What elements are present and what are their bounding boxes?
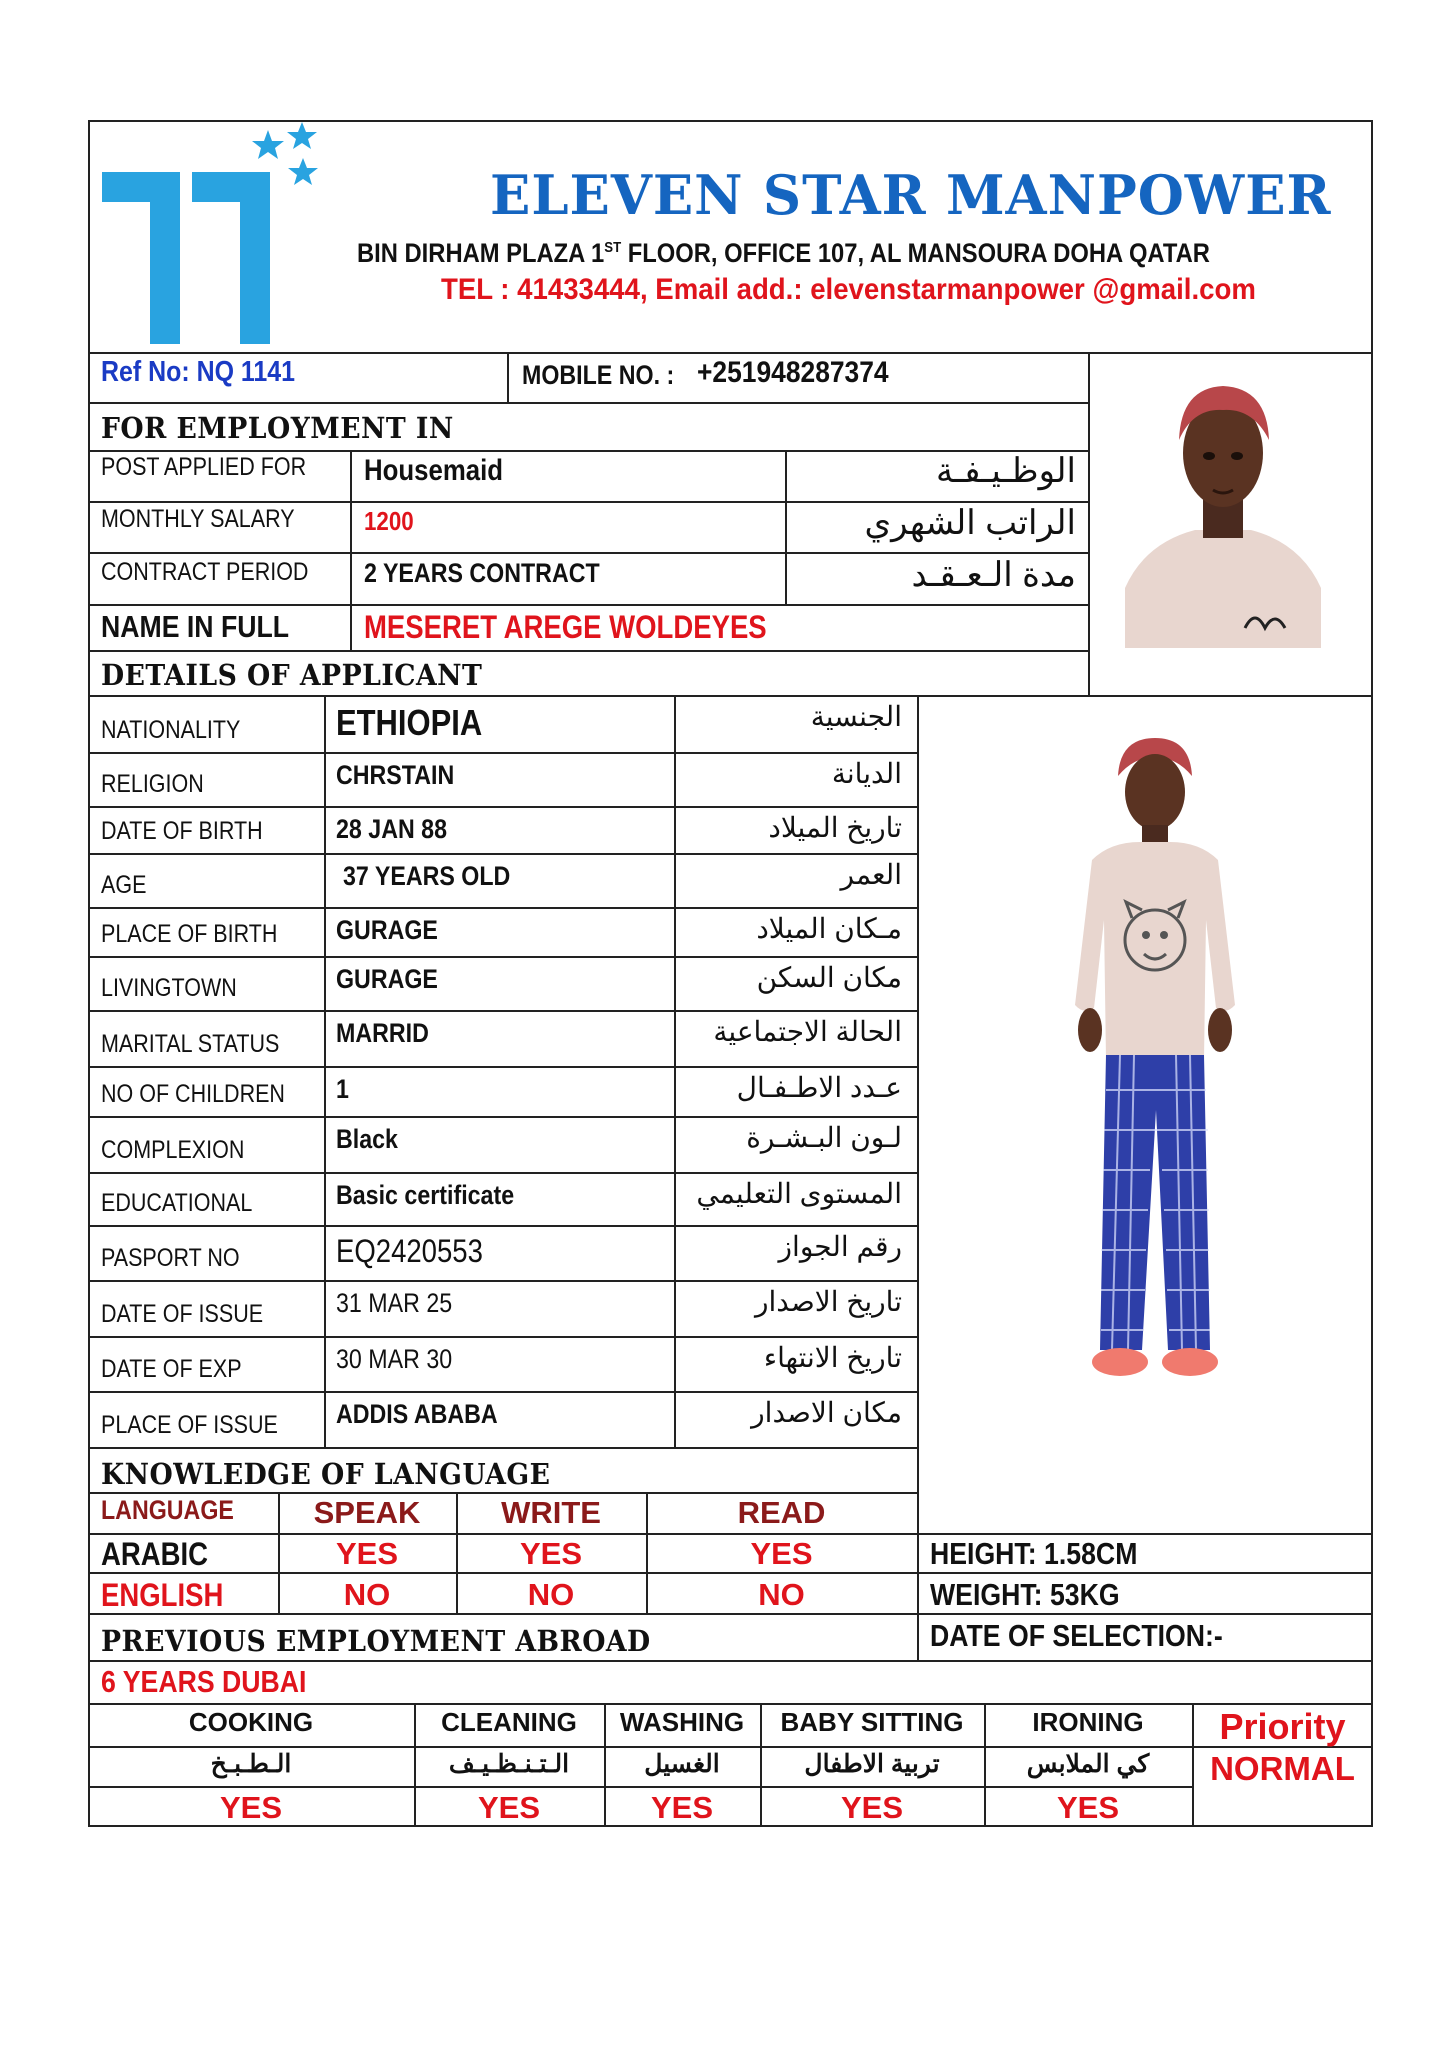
divider (785, 450, 787, 604)
skill-value: YES (1056, 1790, 1120, 1825)
detail-arabic: مكان السكن (756, 962, 902, 993)
priority-label: Priority (1219, 1706, 1346, 1747)
salary-arabic: الراتب الشهري (864, 504, 1076, 542)
divider (674, 695, 676, 1447)
detail-arabic: تاريخ الانتهاء (763, 1342, 902, 1373)
previous-value: 6 YEARS DUBAI (101, 1664, 307, 1699)
section-language: KNOWLEDGE OF LANGUAGE (101, 1457, 551, 1491)
salary-value: 1200 (364, 506, 414, 536)
detail-arabic: مـكان الميلاد (756, 913, 902, 944)
lang-english-read: NO (758, 1577, 805, 1612)
company-name: ELEVEN STAR MANPOWER (490, 163, 1332, 227)
date-of-selection: DATE OF SELECTION:- (930, 1618, 1223, 1653)
divider (88, 853, 917, 855)
skill-label: BABY SITTING (780, 1707, 964, 1737)
address-text-2: FLOOR, OFFICE 107, AL MANSOURA DOHA QATAR (621, 238, 1210, 268)
detail-arabic: رقم الجواز (778, 1231, 902, 1262)
divider (88, 1572, 1373, 1574)
priority-value: NORMAL (1210, 1750, 1355, 1787)
lang-header-read: READ (737, 1495, 826, 1530)
name-label: NAME IN FULL (101, 609, 290, 644)
skill-value: YES (840, 1790, 904, 1825)
divider (507, 352, 509, 402)
skill-label: WASHING (619, 1707, 745, 1737)
divider (88, 1172, 917, 1174)
skill-arabic: الغسيل (644, 1750, 720, 1778)
lang-arabic-write: YES (519, 1536, 583, 1571)
lang-header-language: LANGUAGE (101, 1495, 234, 1525)
weight-value: WEIGHT: 53KG (930, 1577, 1120, 1612)
lang-arabic-speak: YES (335, 1536, 399, 1571)
divider (1088, 352, 1090, 695)
salary-label: MONTHLY SALARY (101, 505, 295, 533)
divider (88, 352, 1373, 354)
detail-arabic: الحالة الاجتماعية (713, 1016, 902, 1047)
detail-label: PLACE OF ISSUE (101, 1411, 278, 1439)
detail-arabic: لـون البـشـرة (746, 1122, 902, 1153)
mobile-value: +251948287374 (697, 356, 889, 389)
contract-label: CONTRACT PERIOD (101, 558, 309, 586)
section-employment: FOR EMPLOYMENT IN (101, 411, 454, 445)
divider (88, 1225, 917, 1227)
lang-header-speak: SPEAK (313, 1495, 421, 1530)
detail-value: 30 MAR 30 (336, 1344, 453, 1374)
skill-value: YES (219, 1790, 283, 1825)
detail-label: LIVINGTOWN (101, 974, 237, 1002)
detail-arabic: عـدد الاطـفـال (736, 1072, 902, 1103)
detail-value: Black (336, 1124, 398, 1154)
ref-number: Ref No: NQ 1141 (101, 356, 296, 388)
company-logo (100, 122, 330, 352)
detail-label: RELIGION (101, 770, 204, 798)
lang-arabic-read: YES (750, 1536, 813, 1571)
divider (88, 1613, 1373, 1615)
skill-label: COOKING (188, 1707, 314, 1737)
detail-arabic: تاريخ الاصدار (754, 1286, 902, 1317)
skill-label: CLEANING (441, 1707, 577, 1737)
name-value: MESERET AREGE WOLDEYES (364, 609, 767, 645)
divider (88, 695, 1373, 697)
applicant-portrait-photo (1125, 358, 1321, 648)
divider (88, 1786, 1192, 1788)
detail-value: 31 MAR 25 (336, 1288, 453, 1318)
divider (88, 1703, 1373, 1705)
skill-arabic: الـطـبـخ (210, 1750, 292, 1778)
address-sup: ST (604, 239, 622, 256)
applicant-fullbody-photo (1050, 730, 1260, 1390)
detail-label: DATE OF EXP (101, 1355, 242, 1383)
skill-arabic: كي الملابس (1026, 1750, 1150, 1778)
contract-value: 2 YEARS CONTRACT (364, 558, 600, 588)
detail-arabic: الديانة (831, 758, 902, 789)
detail-label: NO OF CHILDREN (101, 1080, 285, 1108)
divider (350, 450, 352, 650)
divider (88, 1447, 917, 1449)
detail-arabic: تاريخ الميلاد (768, 812, 902, 843)
height-value: HEIGHT: 1.58CM (930, 1536, 1138, 1571)
divider (88, 1066, 917, 1068)
divider (88, 1492, 917, 1494)
section-details: DETAILS OF APPLICANT (101, 658, 483, 692)
detail-arabic: المستوى التعليمي (696, 1178, 902, 1209)
detail-value: MARRID (336, 1018, 429, 1048)
lang-english-write: NO (527, 1577, 575, 1612)
lang-english: ENGLISH (101, 1577, 224, 1613)
detail-value: GURAGE (336, 964, 438, 994)
detail-value: 28 JAN 88 (336, 814, 448, 844)
address-text: BIN DIRHAM PLAZA 1 (357, 238, 605, 268)
mobile-label: MOBILE NO. : (522, 360, 675, 390)
skill-value: YES (477, 1790, 541, 1825)
divider (88, 402, 1088, 404)
lang-arabic: ARABIC (101, 1536, 209, 1572)
detail-label: MARITAL STATUS (101, 1030, 280, 1058)
detail-label: AGE (101, 871, 147, 899)
detail-label: DATE OF BIRTH (101, 817, 263, 845)
detail-label: NATIONALITY (101, 716, 241, 744)
divider (88, 501, 1088, 503)
divider (88, 806, 917, 808)
detail-arabic: الجنسية (810, 701, 902, 732)
skill-label: IRONING (1032, 1707, 1144, 1737)
divider (88, 650, 1088, 652)
divider (88, 1746, 1373, 1748)
detail-value: 37 YEARS OLD (343, 861, 511, 891)
detail-label: PLACE OF BIRTH (101, 920, 278, 948)
divider (88, 752, 917, 754)
detail-value: CHRSTAIN (336, 760, 455, 790)
skill-arabic: الـتـنـظـيـف (448, 1750, 570, 1778)
detail-value: 1 (336, 1074, 349, 1104)
detail-value: EQ2420553 (336, 1233, 483, 1269)
divider (88, 1280, 917, 1282)
company-address (357, 240, 1210, 267)
detail-value: ETHIOPIA (336, 702, 483, 743)
skill-arabic: تربية الاطفال (804, 1750, 940, 1778)
contract-arabic: مدة الـعـقـد (911, 556, 1076, 594)
divider (88, 1336, 917, 1338)
detail-label: PASPORT NO (101, 1244, 240, 1272)
detail-label: COMPLEXION (101, 1136, 245, 1164)
detail-arabic: العمر (840, 859, 902, 890)
divider (88, 1533, 1373, 1535)
detail-value: ADDIS ABABA (336, 1399, 498, 1429)
detail-arabic: مكان الاصدار (751, 1397, 902, 1428)
divider (88, 1660, 1373, 1662)
post-label: POST APPLIED FOR (101, 453, 307, 481)
divider (88, 1010, 917, 1012)
section-previous: PREVIOUS EMPLOYMENT ABROAD (101, 1624, 651, 1658)
lang-header-write: WRITE (501, 1495, 601, 1530)
divider (917, 695, 919, 1660)
divider (88, 552, 1088, 554)
detail-value: Basic certificate (336, 1180, 515, 1210)
detail-value: GURAGE (336, 915, 438, 945)
post-arabic: الوظـيـفـة (935, 452, 1076, 490)
skill-value: YES (650, 1790, 714, 1825)
company-contact: TEL : 41433444, Email add.: elevenstarmanpower @gmail.com (441, 273, 1256, 306)
lang-english-speak: NO (343, 1577, 391, 1612)
post-value: Housemaid (364, 454, 504, 487)
divider (88, 956, 917, 958)
divider (88, 604, 1088, 606)
detail-label: DATE OF ISSUE (101, 1300, 264, 1328)
divider (88, 1116, 917, 1118)
divider (88, 1391, 917, 1393)
divider (324, 695, 326, 1447)
divider (88, 907, 917, 909)
detail-label: EDUCATIONAL (101, 1189, 253, 1217)
